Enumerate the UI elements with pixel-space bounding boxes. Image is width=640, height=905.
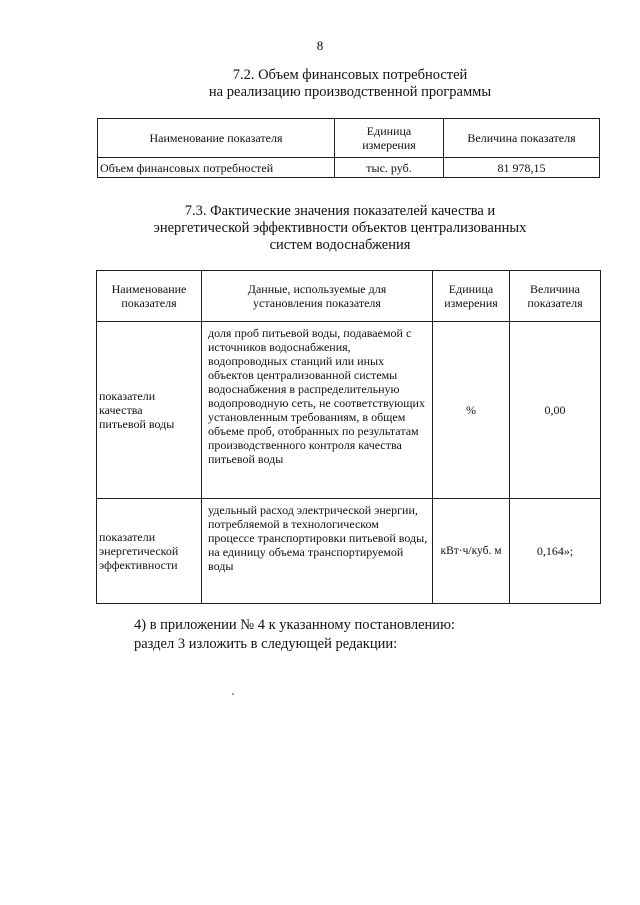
column-header-value-text: Величина показателя [527,282,583,310]
row-name-cell [97,322,202,499]
scan-speck [232,693,234,695]
row-value-cell: 0,164»; [510,499,601,604]
row-unit-cell: % [433,322,510,499]
column-header-name [97,271,202,322]
row-name-cell [97,499,202,604]
page-number: 8 [316,38,324,53]
financial-needs-table [97,118,600,178]
column-header-unit-text: Единица измерения [362,124,416,152]
column-header-value: Величина показателя [444,119,600,158]
column-header-name-text: Наименование показателя [111,282,187,310]
paragraph-line-1: 4) в приложении № 4 к указанному постановлению: [134,617,455,633]
row-data-cell: удельный расход электрической энергии, потребляемой в технологическом процессе транспортировки питьевой воды, на единицу объема транспортируемой воды [202,499,433,604]
table-header-row [98,119,600,158]
section-7-2-title-line2: на реализацию производственной программы [208,84,492,100]
table-header-row [97,271,601,322]
table-row [97,499,601,604]
row-name-cell: Объем финансовых потребностей [98,158,335,178]
section-7-2-heading [30,67,640,101]
row-name-text: показатели качества питьевой воды [99,389,175,431]
row-unit-cell: кВт·ч/куб. м [433,499,510,604]
section-7-3-title-line3: систем водоснабжения [269,237,411,253]
section-7-3-title-line2: энергетической эффективности объектов централизованных [153,220,527,236]
quality-indicators-table [96,270,601,604]
column-header-value [510,271,601,322]
row-data-cell: доля проб питьевой воды, подаваемой с источников водоснабжения, водопроводных станций или иных объектов централизованной системы водоснабжения в распределительную водопроводную сеть, не соответствующих установленным требованиям, в общем объеме проб, отобранных по результатам производственного контроля качества питьевой воды [202,322,433,499]
column-header-unit-text: Единица измерения [444,282,498,310]
column-header-data [202,271,433,322]
paragraph-line-2: раздел 3 изложить в следующей редакции: [134,636,398,652]
column-header-name: Наименование показателя [98,119,335,158]
column-header-data-text: Данные, используемые для установления показателя [247,282,387,310]
section-7-3-title-line1: 7.3. Фактические значения показателей качества и [184,203,496,219]
row-value-cell: 81 978,15 [444,158,600,178]
section-7-2-title-line1: 7.2. Объем финансовых потребностей [232,67,468,83]
row-unit-cell: тыс. руб. [335,158,444,178]
table-row [98,158,600,178]
row-value-cell: 0,00 [510,322,601,499]
column-header-unit [433,271,510,322]
column-header-unit [335,119,444,158]
section-7-3-heading [10,203,640,254]
table-row [97,322,601,499]
row-name-text: показатели энергетической эффективности [99,530,179,572]
